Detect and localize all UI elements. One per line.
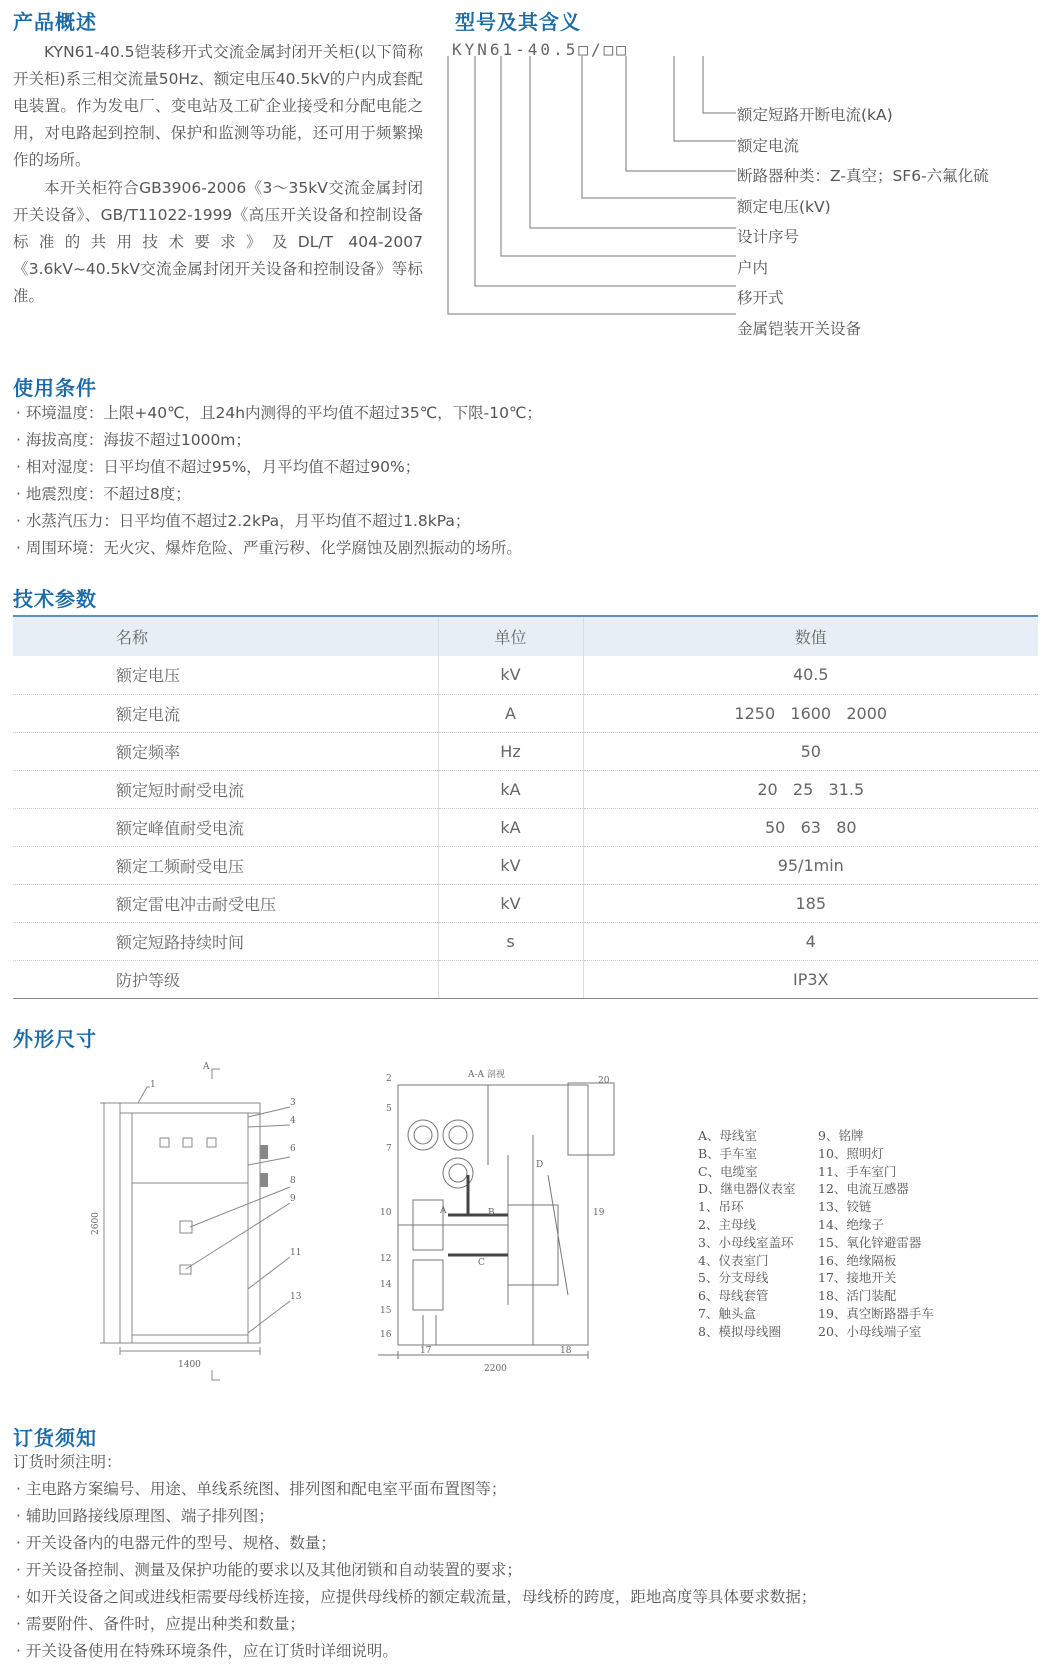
section-label: A-A 剖视: [468, 1070, 505, 1080]
model-meaning-item: 额定电压(kV): [737, 197, 831, 216]
overview-paragraph-2: 本开关柜符合GB3906-2006《3～35kV交流金属封闭开关设备》、GB/T11022-1999《高压开关设备和控制设备标准的共用技术要求》及DL/T 404-2007《3.6kV~40.5kV交流金属封闭开关设备和控制设备》等标准。: [13, 179, 423, 305]
svg-text:11: 11: [290, 1248, 302, 1258]
legend-item: 8、模拟母线圈: [698, 1323, 781, 1339]
conditions-item: · 地震烈度：不超过8度；: [16, 481, 542, 508]
legend-row: [698, 1287, 934, 1305]
param-name: 额定雷电冲击耐受电压: [13, 884, 438, 922]
param-value: 50 63 80: [583, 808, 1038, 846]
model-meanings: [737, 100, 989, 344]
param-name: 额定短路持续时间: [13, 922, 438, 960]
order-title: 订货须知: [13, 1426, 97, 1450]
svg-text:2: 2: [386, 1074, 392, 1084]
legend-item: 4、仪表室门: [698, 1252, 769, 1268]
order-item: · 开关设备内的电器元件的型号、规格、数量；: [16, 1530, 816, 1557]
model-meaning-item: 户内: [737, 258, 769, 277]
svg-text:5: 5: [386, 1104, 392, 1114]
legend-item: 19、真空断路器手车: [818, 1305, 934, 1321]
model-leader-lines: [440, 56, 740, 336]
table-row: [13, 770, 1038, 808]
section-depth-label: 2200: [484, 1364, 507, 1374]
svg-text:8: 8: [290, 1176, 296, 1186]
legend-item: 10、照明灯: [818, 1145, 884, 1161]
svg-text:7: 7: [386, 1144, 392, 1154]
svg-text:B: B: [488, 1208, 495, 1218]
params-table: [13, 615, 1038, 999]
param-unit: kA: [438, 770, 583, 808]
table-row: [13, 922, 1038, 960]
legend-item: 17、接地开关: [818, 1270, 897, 1286]
dimensions-legend: [698, 1127, 934, 1341]
front-width-label: 1400: [178, 1360, 201, 1370]
model-meaning-item: 移开式: [737, 289, 784, 307]
svg-text:A: A: [440, 1206, 447, 1216]
column-header: 数值: [583, 616, 1038, 656]
front-height-label: 2600: [91, 1212, 101, 1235]
svg-text:A: A: [203, 1062, 210, 1072]
order-item: · 辅助回路接线原理图、端子排列图；: [16, 1503, 816, 1530]
legend-item: 5、分支母线: [698, 1270, 769, 1286]
conditions-title: 使用条件: [13, 376, 97, 400]
overview-title: 产品概述: [13, 10, 97, 34]
param-name: 防护等级: [13, 960, 438, 998]
front-view-drawing: [90, 1055, 330, 1385]
svg-text:12: 12: [380, 1254, 392, 1264]
svg-text:20: 20: [598, 1076, 610, 1086]
svg-text:13: 13: [290, 1292, 302, 1302]
legend-row: [698, 1180, 934, 1198]
legend-row: [698, 1305, 934, 1323]
order-item: · 开关设备使用在特殊环境条件，应在订货时详细说明。: [16, 1638, 816, 1665]
legend-item: D、继电器仪表室: [698, 1181, 796, 1197]
table-row: [13, 732, 1038, 770]
legend-row: [698, 1269, 934, 1287]
legend-item: 6、母线套管: [698, 1288, 769, 1304]
table-header-row: [13, 616, 1038, 656]
svg-text:19: 19: [593, 1208, 605, 1218]
svg-text:17: 17: [420, 1346, 432, 1356]
param-unit: A: [438, 694, 583, 732]
svg-text:16: 16: [380, 1330, 392, 1340]
table-row: [13, 846, 1038, 884]
legend-row: [698, 1163, 934, 1181]
legend-item: 16、绝缘隔板: [818, 1252, 897, 1268]
model-code: KYN61-40.5□/□□: [452, 40, 629, 59]
param-unit: kV: [438, 656, 583, 694]
legend-item: 15、氧化锌避雷器: [818, 1234, 922, 1250]
param-unit: [438, 960, 583, 998]
params-title: 技术参数: [13, 587, 97, 611]
order-item: · 开关设备控制、测量及保护功能的要求以及其他闭锁和自动装置的要求；: [16, 1557, 816, 1584]
param-value: 95/1min: [583, 846, 1038, 884]
legend-row: [698, 1323, 934, 1341]
legend-item: C、电缆室: [698, 1163, 758, 1179]
param-unit: kA: [438, 808, 583, 846]
legend-item: 11、手车室门: [818, 1163, 897, 1179]
legend-row: [698, 1127, 934, 1145]
param-unit: s: [438, 922, 583, 960]
legend-item: 7、触头盒: [698, 1305, 756, 1321]
conditions-item: · 周围环境：无火灾、爆炸危险、严重污秽、化学腐蚀及剧烈振动的场所。: [16, 535, 542, 562]
conditions-item: · 环境温度：上限+40℃，且24h内测得的平均值不超过35℃，下限-10℃；: [16, 400, 542, 427]
legend-item: 20、小母线端子室: [818, 1323, 922, 1339]
dimensions-title: 外形尺寸: [13, 1027, 97, 1051]
table-row: [13, 960, 1038, 998]
legend-item: 1、吊环: [698, 1199, 744, 1215]
svg-text:9: 9: [290, 1194, 296, 1204]
table-row: [13, 808, 1038, 846]
legend-row: [698, 1198, 934, 1216]
svg-text:6: 6: [290, 1144, 296, 1154]
svg-text:14: 14: [380, 1280, 392, 1290]
table-row: [13, 656, 1038, 694]
svg-text:10: 10: [380, 1208, 392, 1218]
param-value: 1250 1600 2000: [583, 694, 1038, 732]
param-name: 额定频率: [13, 732, 438, 770]
model-meaning-item: 金属铠装开关设备: [737, 319, 862, 338]
legend-item: 18、活门装配: [818, 1288, 897, 1304]
param-value: IP3X: [583, 960, 1038, 998]
param-unit: kV: [438, 884, 583, 922]
conditions-item: · 相对湿度：日平均值不超过95%，月平均值不超过90%；: [16, 454, 542, 481]
model-title: 型号及其含义: [455, 10, 581, 34]
param-value: 40.5: [583, 656, 1038, 694]
svg-text:18: 18: [560, 1346, 572, 1356]
param-name: 额定工频耐受电压: [13, 846, 438, 884]
order-list: [16, 1476, 816, 1665]
param-value: 185: [583, 884, 1038, 922]
legend-row: [698, 1252, 934, 1270]
conditions-list: [16, 400, 542, 562]
param-unit: Hz: [438, 732, 583, 770]
model-meaning-item: 设计序号: [737, 228, 800, 246]
column-header: 单位: [438, 616, 583, 656]
legend-row: [698, 1234, 934, 1252]
model-meaning-item: 额定短路开断电流(kA): [737, 106, 893, 124]
param-name: 额定电压: [13, 656, 438, 694]
table-row: [13, 694, 1038, 732]
svg-text:C: C: [478, 1258, 485, 1268]
legend-item: 3、小母线室盖环: [698, 1234, 794, 1250]
legend-item: 14、绝缘子: [818, 1216, 884, 1232]
param-value: 20 25 31.5: [583, 770, 1038, 808]
svg-text:4: 4: [290, 1116, 296, 1126]
order-item: · 主电路方案编号、用途、单线系统图、排列图和配电室平面布置图等；: [16, 1476, 816, 1503]
legend-row: [698, 1145, 934, 1163]
overview-paragraph-1: KYN61-40.5铠装移开式交流金属封闭开关柜(以下简称开关柜)系三相交流量50Hz、额定电压40.5kV的户内成套配电装置。作为发电厂、变电站及工矿企业接受和分配电能之用，对电路起到控制、保护和监测等功能，还可用于频繁操作的场所。: [13, 43, 423, 169]
legend-item: 13、铰链: [818, 1199, 872, 1215]
legend-row: [698, 1216, 934, 1234]
model-meaning-item: 断路器种类：Z-真空；SF6-六氟化硫: [737, 167, 989, 185]
order-item: · 需要附件、备件时，应提出种类和数量；: [16, 1611, 816, 1638]
legend-item: 9、铭牌: [818, 1128, 864, 1143]
param-value: 50: [583, 732, 1038, 770]
legend-item: B、手车室: [698, 1145, 758, 1161]
param-name: 额定峰值耐受电流: [13, 808, 438, 846]
param-name: 额定电流: [13, 694, 438, 732]
section-view-drawing: [358, 1055, 638, 1385]
svg-text:1: 1: [150, 1080, 156, 1090]
param-unit: kV: [438, 846, 583, 884]
table-row: [13, 884, 1038, 922]
conditions-item: · 水蒸汽压力：日平均值不超过2.2kPa，月平均值不超过1.8kPa；: [16, 508, 542, 535]
param-value: 4: [583, 922, 1038, 960]
param-name: 额定短时耐受电流: [13, 770, 438, 808]
legend-item: 2、主母线: [698, 1216, 756, 1232]
svg-text:3: 3: [290, 1098, 296, 1108]
model-meaning-item: 额定电流: [737, 136, 800, 155]
column-header: 名称: [13, 616, 438, 656]
svg-text:15: 15: [380, 1306, 392, 1316]
legend-item: A、母线室: [698, 1128, 758, 1143]
conditions-item: · 海拔高度：海拔不超过1000m；: [16, 427, 542, 454]
order-item: · 如开关设备之间或进线柜需要母线桥连接，应提供母线桥的额定载流量，母线桥的跨度，距地高度等具体要求数据；: [16, 1584, 816, 1611]
legend-item: 12、电流互感器: [818, 1181, 909, 1197]
svg-text:D: D: [536, 1160, 544, 1170]
order-intro: 订货时须注明：: [13, 1453, 122, 1471]
